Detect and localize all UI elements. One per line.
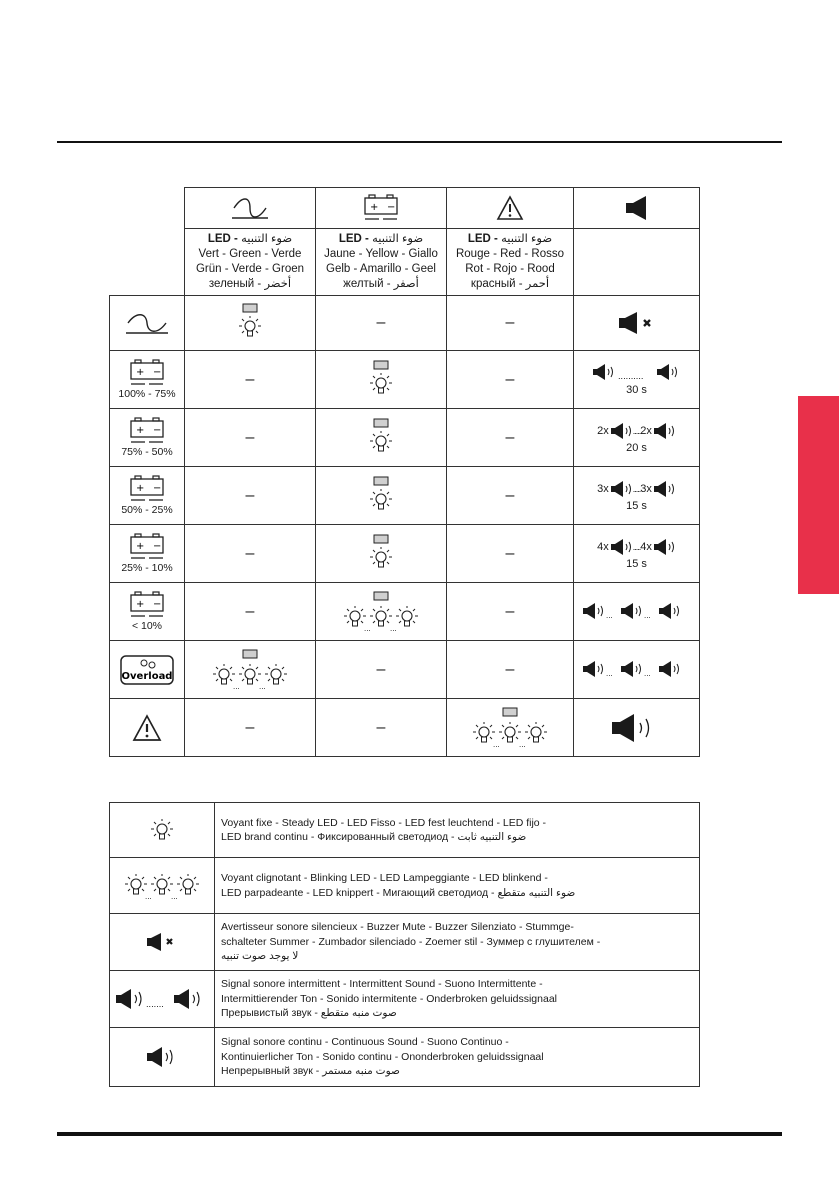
blinking-led-cell bbox=[316, 583, 447, 641]
buzzer-mute-cell bbox=[574, 296, 700, 351]
dash-cell bbox=[447, 641, 574, 699]
legend-line: Voyant fixe - Steady LED - LED Fisso - LED fest leuchtend - LED fijo - bbox=[221, 816, 547, 829]
steady-led-cell bbox=[316, 409, 447, 467]
legend-line: Voyant clignotant - Blinking LED - LED Lampeggiante - LED blinkend - bbox=[221, 872, 548, 884]
color-line: Vert - Green - Verde bbox=[198, 248, 302, 260]
svg-text:−: − bbox=[153, 425, 162, 436]
dash: – bbox=[505, 486, 515, 504]
dash-cell bbox=[185, 467, 316, 525]
svg-text:+: + bbox=[136, 425, 145, 436]
intermittent-sound-icon bbox=[114, 988, 210, 1010]
blinking-led-icon bbox=[122, 871, 202, 901]
dash: – bbox=[505, 428, 515, 446]
repeated-sound-cell bbox=[574, 641, 700, 699]
bottom-rule bbox=[57, 1132, 782, 1136]
dash-cell bbox=[185, 409, 316, 467]
sound-icon bbox=[609, 422, 633, 440]
state-overload bbox=[110, 641, 185, 699]
battery-range: 25% - 10% bbox=[121, 562, 173, 574]
legend-icon-cell bbox=[110, 858, 215, 914]
continuous-sound-icon bbox=[145, 1046, 179, 1068]
led-label: LED - bbox=[338, 233, 369, 245]
interval-time: 20 s bbox=[626, 442, 647, 454]
dash: – bbox=[505, 370, 515, 388]
top-rule bbox=[57, 141, 782, 143]
dash-cell bbox=[447, 467, 574, 525]
legend-icon-cell bbox=[110, 803, 215, 858]
svg-text:...: ... bbox=[605, 670, 613, 679]
buzzer-mute-icon bbox=[145, 932, 179, 952]
blinking-led-icon bbox=[210, 649, 290, 691]
buzzer-head-blank bbox=[574, 229, 700, 296]
steady-led-cell bbox=[316, 351, 447, 409]
legend-desc bbox=[215, 803, 700, 858]
dash-cell bbox=[316, 699, 447, 757]
svg-text:−: − bbox=[387, 202, 396, 213]
sound-icon bbox=[652, 422, 676, 440]
battery-icon bbox=[127, 417, 167, 445]
battery-icon bbox=[127, 591, 167, 619]
color-ru: красный - bbox=[470, 278, 523, 290]
dash: – bbox=[376, 314, 386, 331]
led-ar: ضوء التنبيه bbox=[501, 233, 553, 245]
state-battery bbox=[110, 351, 185, 409]
intermittent-sound-cell bbox=[574, 409, 700, 467]
svg-text:..........: .......... bbox=[617, 372, 643, 382]
legend-row bbox=[110, 803, 700, 858]
dash: – bbox=[505, 602, 515, 620]
overload-label: Overload bbox=[121, 670, 173, 682]
dash: – bbox=[505, 544, 515, 562]
svg-text:...: ... bbox=[605, 612, 613, 621]
state-fault bbox=[110, 699, 185, 757]
svg-text:+: + bbox=[136, 541, 145, 552]
dash-cell bbox=[447, 525, 574, 583]
battery-range: < 10% bbox=[131, 620, 163, 632]
svg-text:+: + bbox=[370, 202, 379, 213]
svg-text:−: − bbox=[153, 367, 162, 378]
legend-line: LED brand continu - Фиксированный светодиод - bbox=[221, 831, 455, 843]
intermittent-sound-cell bbox=[574, 525, 700, 583]
dash: – bbox=[376, 660, 386, 678]
dash: – bbox=[245, 544, 255, 562]
head-ac-cell bbox=[185, 188, 316, 229]
intermittent-sound-cell bbox=[574, 351, 700, 409]
interval-time: 15 s bbox=[626, 500, 647, 512]
warning-icon bbox=[132, 714, 162, 742]
legend-table bbox=[109, 802, 700, 1087]
svg-text:+: + bbox=[136, 367, 145, 378]
ac-mains-icon bbox=[124, 311, 170, 335]
battery-icon bbox=[127, 359, 167, 387]
svg-text:...: ... bbox=[364, 624, 371, 633]
steady-led-icon bbox=[238, 303, 262, 343]
svg-text:...: ... bbox=[519, 740, 526, 749]
ac-mains-icon bbox=[230, 196, 270, 220]
state-battery bbox=[110, 525, 185, 583]
table-row bbox=[110, 467, 700, 525]
legend-line: Прерывистый звук - bbox=[221, 1007, 318, 1020]
led-label: LED - bbox=[207, 233, 238, 245]
battery-range: 75% - 50% bbox=[121, 446, 173, 458]
legend-line: Kontinuierlicher Ton - Sonido continu - Ononderbroken geluidssignaal bbox=[221, 1050, 544, 1063]
sound-icon bbox=[609, 538, 633, 556]
corner-cell bbox=[110, 188, 185, 229]
legend-ar: ضوء التنبيه متقطع bbox=[497, 886, 576, 899]
dash-cell bbox=[447, 583, 574, 641]
steady-led-icon bbox=[369, 360, 393, 400]
legend-line: Signal sonore intermittent - Intermittent Sound - Suono Intermittente - bbox=[221, 978, 543, 991]
svg-text:...: ... bbox=[145, 892, 152, 901]
sound-sequence bbox=[597, 480, 676, 498]
led-color-red bbox=[447, 229, 574, 296]
legend-line: Avertisseur sonore silencieux - Buzzer Mute - Buzzer Silenziato - Stummge- bbox=[221, 921, 574, 934]
svg-text:+: + bbox=[136, 483, 145, 494]
legend-desc bbox=[215, 1028, 700, 1087]
svg-text:+: + bbox=[136, 599, 145, 610]
legend-row bbox=[110, 1028, 700, 1087]
steady-led-cell bbox=[316, 467, 447, 525]
sound-sequence bbox=[597, 422, 676, 440]
legend-ar: صوت منبه مستمر bbox=[322, 1065, 400, 1078]
svg-text:...: ... bbox=[259, 682, 266, 691]
svg-text:.......: ....... bbox=[146, 1000, 164, 1009]
battery-range: 100% - 75% bbox=[118, 388, 176, 400]
dash: – bbox=[245, 602, 255, 620]
sound-icon bbox=[652, 538, 676, 556]
steady-led-icon bbox=[369, 418, 393, 458]
status-table bbox=[109, 187, 700, 757]
blinking-led-cell bbox=[185, 641, 316, 699]
dash: – bbox=[505, 314, 515, 331]
legend-ar: ضوء التنبيه ثابت bbox=[457, 831, 527, 843]
led-ar: ضوء التنبيه bbox=[372, 233, 424, 245]
state-battery bbox=[110, 467, 185, 525]
dash: – bbox=[505, 660, 515, 678]
side-tab bbox=[798, 396, 839, 594]
continuous-sound-cell bbox=[574, 699, 700, 757]
legend-line: Непрерывный звук - bbox=[221, 1065, 320, 1078]
battery-icon bbox=[127, 475, 167, 503]
legend-row bbox=[110, 858, 700, 914]
dash-cell bbox=[316, 641, 447, 699]
color-ar: أخضر bbox=[264, 278, 292, 290]
led-ar: ضوء التنبيه bbox=[241, 233, 293, 245]
state-mains bbox=[110, 296, 185, 351]
color-ru: зеленый - bbox=[208, 278, 262, 290]
table-row bbox=[110, 296, 700, 351]
sound-icon bbox=[652, 480, 676, 498]
beep-multiplier: 3x bbox=[597, 483, 609, 495]
battery-range: 50% - 25% bbox=[121, 504, 173, 516]
svg-text:...: ... bbox=[643, 612, 651, 621]
legend-line: schalteter Summer - Zumbador silenciado - Zoemer stil - Зуммер с глушителем - bbox=[221, 935, 601, 948]
legend-line: LED parpadeante - LED knippert - Мигающий светодиод - bbox=[221, 886, 495, 899]
intermittent-sound-cell bbox=[574, 467, 700, 525]
svg-text:...: ... bbox=[233, 682, 240, 691]
dash: – bbox=[245, 428, 255, 446]
interval-time: 15 s bbox=[626, 558, 647, 570]
battery-icon bbox=[127, 533, 167, 561]
color-line: Jaune - Yellow - Giallo bbox=[324, 248, 438, 260]
blinking-led-icon bbox=[341, 591, 421, 633]
table-row bbox=[110, 409, 700, 467]
color-line: Gelb - Amarillo - Geel bbox=[326, 263, 436, 275]
steady-led-icon bbox=[150, 817, 174, 843]
warning-icon bbox=[496, 195, 524, 221]
battery-icon bbox=[361, 194, 401, 222]
legend-desc bbox=[215, 971, 700, 1028]
interval-dots: ..... bbox=[632, 426, 641, 436]
led-color-green bbox=[185, 229, 316, 296]
legend-row bbox=[110, 914, 700, 971]
color-line: Grün - Verde - Groen bbox=[195, 263, 305, 275]
continuous-sound-icon bbox=[610, 712, 664, 744]
dash-cell bbox=[447, 409, 574, 467]
svg-text:−: − bbox=[153, 541, 162, 552]
table-row bbox=[110, 641, 700, 699]
state-battery bbox=[110, 409, 185, 467]
svg-text:...: ... bbox=[171, 892, 178, 901]
color-ru: желтый - bbox=[343, 278, 391, 290]
table-row bbox=[110, 583, 700, 641]
legend-icon-cell bbox=[110, 971, 215, 1028]
legend-row bbox=[110, 971, 700, 1028]
dash-cell bbox=[185, 351, 316, 409]
head-buzzer-cell bbox=[574, 188, 700, 229]
svg-text:−: − bbox=[153, 483, 162, 494]
dash-cell bbox=[447, 296, 574, 351]
dash: – bbox=[376, 718, 386, 736]
dash: – bbox=[245, 718, 255, 736]
dash-cell bbox=[316, 296, 447, 351]
table-row bbox=[110, 525, 700, 583]
led-color-yellow bbox=[316, 229, 447, 296]
color-ar: أصفر bbox=[393, 278, 419, 290]
head-battery-cell bbox=[316, 188, 447, 229]
svg-text:...: ... bbox=[493, 740, 500, 749]
sound-icon bbox=[609, 480, 633, 498]
color-line: Rouge - Red - Rosso bbox=[455, 248, 565, 260]
steady-led-icon bbox=[369, 476, 393, 516]
legend-line: Intermittierender Ton - Sonido intermitente - Onderbroken geluidssignaal bbox=[221, 992, 557, 1005]
dash-cell bbox=[447, 351, 574, 409]
beep-multiplier: 2x bbox=[640, 425, 652, 437]
overload-icon bbox=[120, 655, 174, 685]
legend-ar: لا يوجد صوت تنبيه bbox=[221, 950, 299, 963]
steady-led-cell bbox=[185, 296, 316, 351]
svg-text:...: ... bbox=[390, 624, 397, 633]
buzzer-mute-icon bbox=[617, 310, 657, 336]
interval-dots: ..... bbox=[632, 542, 641, 552]
sound-sequence bbox=[597, 538, 676, 556]
color-line: Rot - Rojo - Rood bbox=[465, 263, 555, 275]
steady-led-cell bbox=[316, 525, 447, 583]
interval-dots: ..... bbox=[632, 484, 641, 494]
blinking-led-cell bbox=[447, 699, 574, 757]
legend-icon-cell bbox=[110, 914, 215, 971]
interval-time: 30 s bbox=[626, 383, 647, 396]
legend-ar: صوت منبه متقطع bbox=[320, 1007, 397, 1020]
beep-multiplier: 4x bbox=[597, 541, 609, 553]
dash: – bbox=[245, 486, 255, 504]
beep-multiplier: 4x bbox=[640, 541, 652, 553]
table-row bbox=[110, 351, 700, 409]
beep-multiplier: 3x bbox=[640, 483, 652, 495]
legend-line: Signal sonore continu - Continuous Sound - Suono Continuo - bbox=[221, 1036, 509, 1049]
legend-desc bbox=[215, 914, 700, 971]
table-row bbox=[110, 699, 700, 757]
legend-icon-cell bbox=[110, 1028, 215, 1087]
repeated-sound-cell bbox=[574, 583, 700, 641]
dash-cell bbox=[185, 583, 316, 641]
beep-multiplier: 2x bbox=[597, 425, 609, 437]
state-battery bbox=[110, 583, 185, 641]
led-label: LED - bbox=[467, 233, 498, 245]
color-ar: أحمر bbox=[525, 278, 550, 290]
svg-text:−: − bbox=[153, 599, 162, 610]
legend-desc bbox=[215, 858, 700, 914]
buzzer-icon bbox=[624, 194, 650, 222]
svg-text:...: ... bbox=[643, 670, 651, 679]
blinking-led-icon bbox=[470, 707, 550, 749]
steady-led-icon bbox=[369, 534, 393, 574]
intermittent-sound-icon bbox=[591, 363, 683, 381]
head-warning-cell bbox=[447, 188, 574, 229]
dash: – bbox=[245, 370, 255, 388]
repeated-sound-icon bbox=[581, 660, 693, 678]
repeated-sound-icon bbox=[581, 602, 693, 620]
corner-cell-2 bbox=[110, 229, 185, 296]
dash-cell bbox=[185, 699, 316, 757]
dash-cell bbox=[185, 525, 316, 583]
